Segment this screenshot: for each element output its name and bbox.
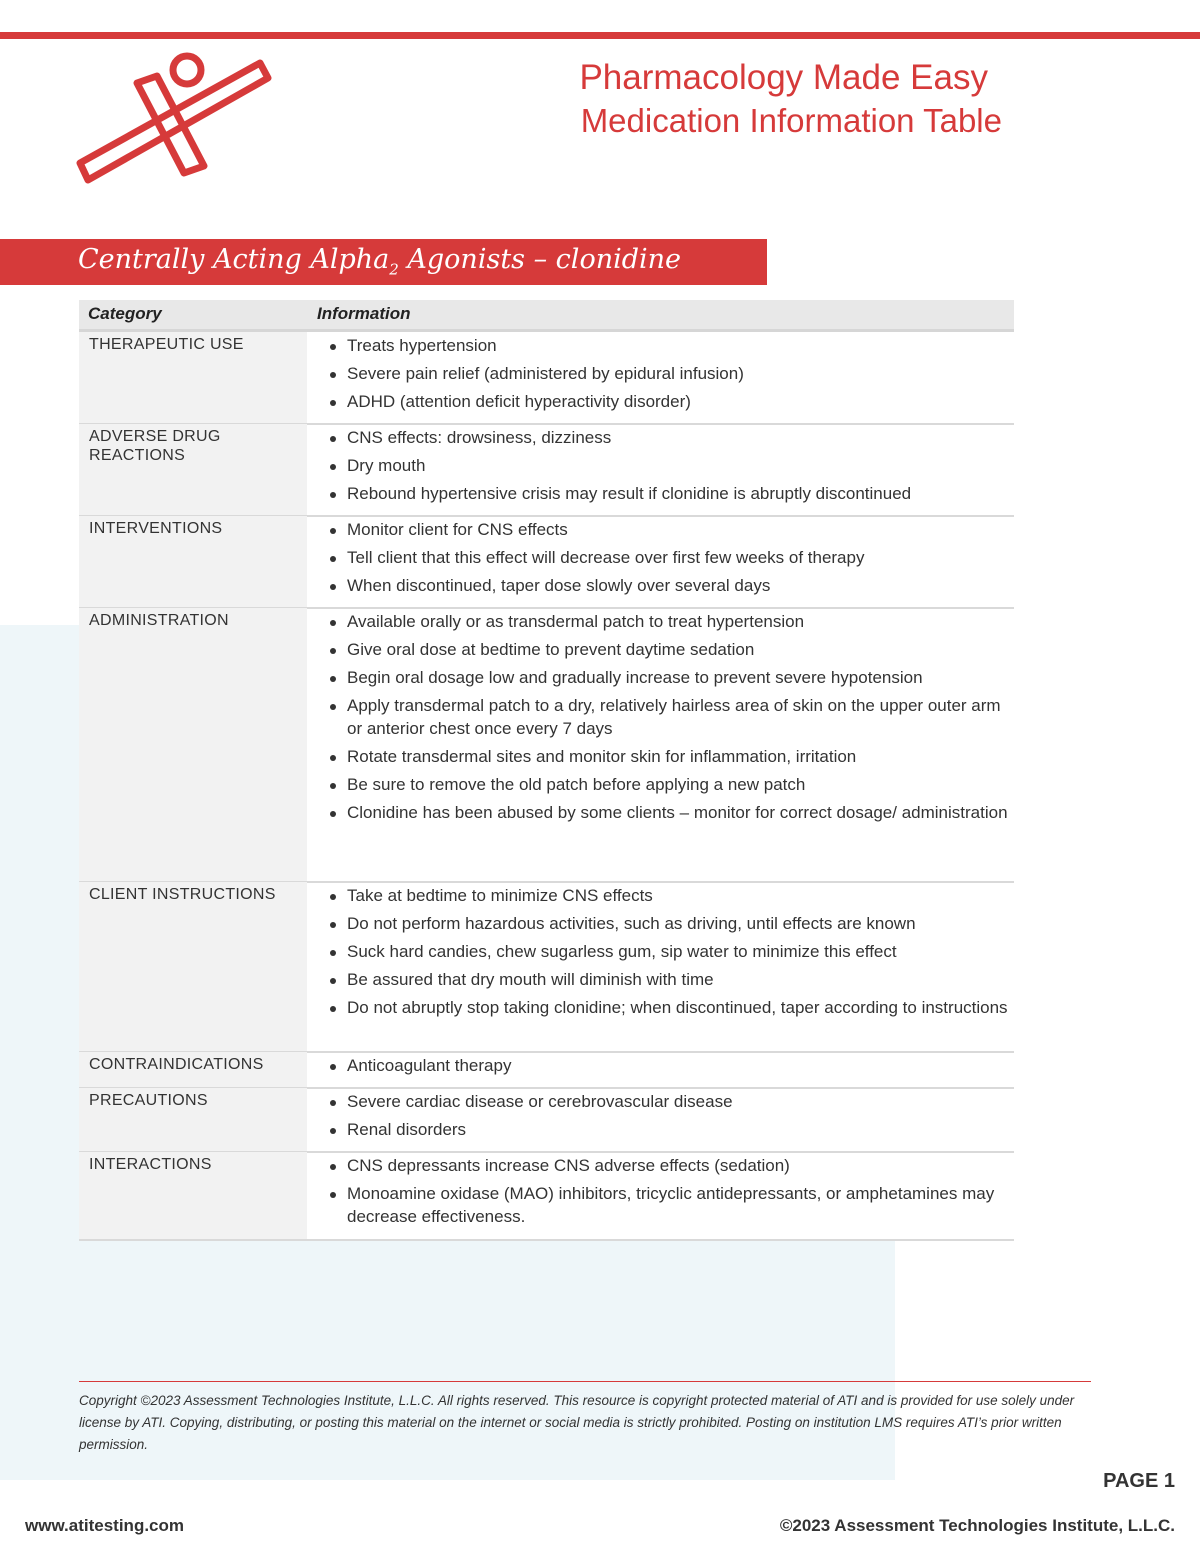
information-list [325,426,1010,510]
information-item: Dry mouth [325,454,1010,477]
table-row [79,608,1014,883]
table-header [79,300,1014,332]
website-link[interactable]: www.atitesting.com [25,1516,185,1535]
page-number: PAGE 1 [1103,1470,1175,1492]
information-list [325,518,1010,602]
information-list [325,334,1010,418]
information-item: ADHD (attention deficit hyperactivity disorder) [325,390,1010,413]
top-accent-bar [0,32,1200,39]
table-row [79,1152,1014,1241]
information-item: Do not perform hazardous activities, such as driving, until effects are known [325,912,1010,935]
category-cell [79,1088,307,1151]
information-item: Clonidine has been abused by some clients – monitor for correct dosage/ administration [325,801,1010,824]
category-cell [79,1052,307,1087]
information-item: Give oral dose at bedtime to prevent daytime sedation [325,638,1010,661]
copyright-notice: Copyright ©2023 Assessment Technologies Institute, L.L.C. All rights reserved. This resource is copyright protected material of ATI and is provided for use solely under license by ATI. Copying, distributing, or posting this material on the internet or social media is strictly prohibited. Posting on institution LMS requires ATI’s prior written permission. [79,1393,1075,1452]
table-row [79,516,1014,609]
category-label: CLIENT INSTRUCTIONS [89,886,276,903]
information-item: CNS depressants increase CNS adverse effects (sedation) [325,1154,1010,1177]
column-header-information: Information [317,304,411,323]
category-cell [79,516,307,607]
information-item: Available orally or as transdermal patch to treat hypertension [325,610,1010,633]
document-subtitle: Medication Information Table [580,102,1002,139]
document-title: Pharmacology Made Easy [579,58,988,97]
information-item: Apply transdermal patch to a dry, relatively hairless area of skin on the upper outer arm or anterior chest once every 7 days [325,694,1010,740]
information-item: Rotate transdermal sites and monitor skin for inflammation, irritation [325,745,1010,768]
category-cell [79,882,307,1051]
ati-logo-icon [72,48,272,188]
table-row [79,332,1014,425]
table-row [79,1052,1014,1089]
category-label: CONTRAINDICATIONS [89,1056,264,1073]
information-item: Be assured that dry mouth will diminish with time [325,968,1010,991]
information-list [325,610,1010,829]
information-item: Severe pain relief (administered by epidural infusion) [325,362,1010,385]
information-item: Anticoagulant therapy [325,1054,1010,1077]
information-list [325,1054,1010,1082]
category-label: THERAPEUTIC USE [89,336,244,353]
information-item: Begin oral dosage low and gradually increase to prevent severe hypotension [325,666,1010,689]
information-item: Take at bedtime to minimize CNS effects [325,884,1010,907]
column-header-category: Category [88,304,162,323]
information-item: Severe cardiac disease or cerebrovascular disease [325,1090,1010,1113]
section-title: Centrally Acting Alpha$_2$ Agonists – clonidine [78,244,682,279]
information-item: Suck hard candies, chew sugarless gum, sip water to minimize this effect [325,940,1010,963]
section-banner [0,239,767,285]
category-label: INTERVENTIONS [89,520,223,537]
category-cell [79,608,307,881]
information-item: Monoamine oxidase (MAO) inhibitors, tricyclic antidepressants, or amphetamines may decrease effectiveness. [325,1182,1010,1228]
category-cell [79,1152,307,1239]
category-label: ADMINISTRATION [89,612,229,629]
category-cell [79,424,307,515]
table-row [79,882,1014,1053]
information-list [325,884,1010,1024]
information-item: Tell client that this effect will decrease over first few weeks of therapy [325,546,1010,569]
table-row [79,424,1014,517]
information-item: Rebound hypertensive crisis may result if clonidine is abruptly discontinued [325,482,1010,505]
information-item: Renal disorders [325,1118,1010,1141]
organization-copyright: ©2023 Assessment Technologies Institute, L.L.C. [779,1516,1175,1535]
information-item: Do not abruptly stop taking clonidine; when discontinued, taper according to instructions [325,996,1010,1019]
category-label: ADVERSE DRUG REACTIONS [89,428,221,464]
table-row [79,1088,1014,1153]
information-item: Monitor client for CNS effects [325,518,1010,541]
information-item: Treats hypertension [325,334,1010,357]
information-item: When discontinued, taper dose slowly over several days [325,574,1010,597]
information-item: CNS effects: drowsiness, dizziness [325,426,1010,449]
footer-divider [79,1381,1091,1382]
category-cell [79,332,307,423]
information-list [325,1154,1010,1233]
information-item: Be sure to remove the old patch before applying a new patch [325,773,1010,796]
category-label: PRECAUTIONS [89,1092,208,1109]
category-label: INTERACTIONS [89,1156,212,1173]
information-list [325,1090,1010,1146]
